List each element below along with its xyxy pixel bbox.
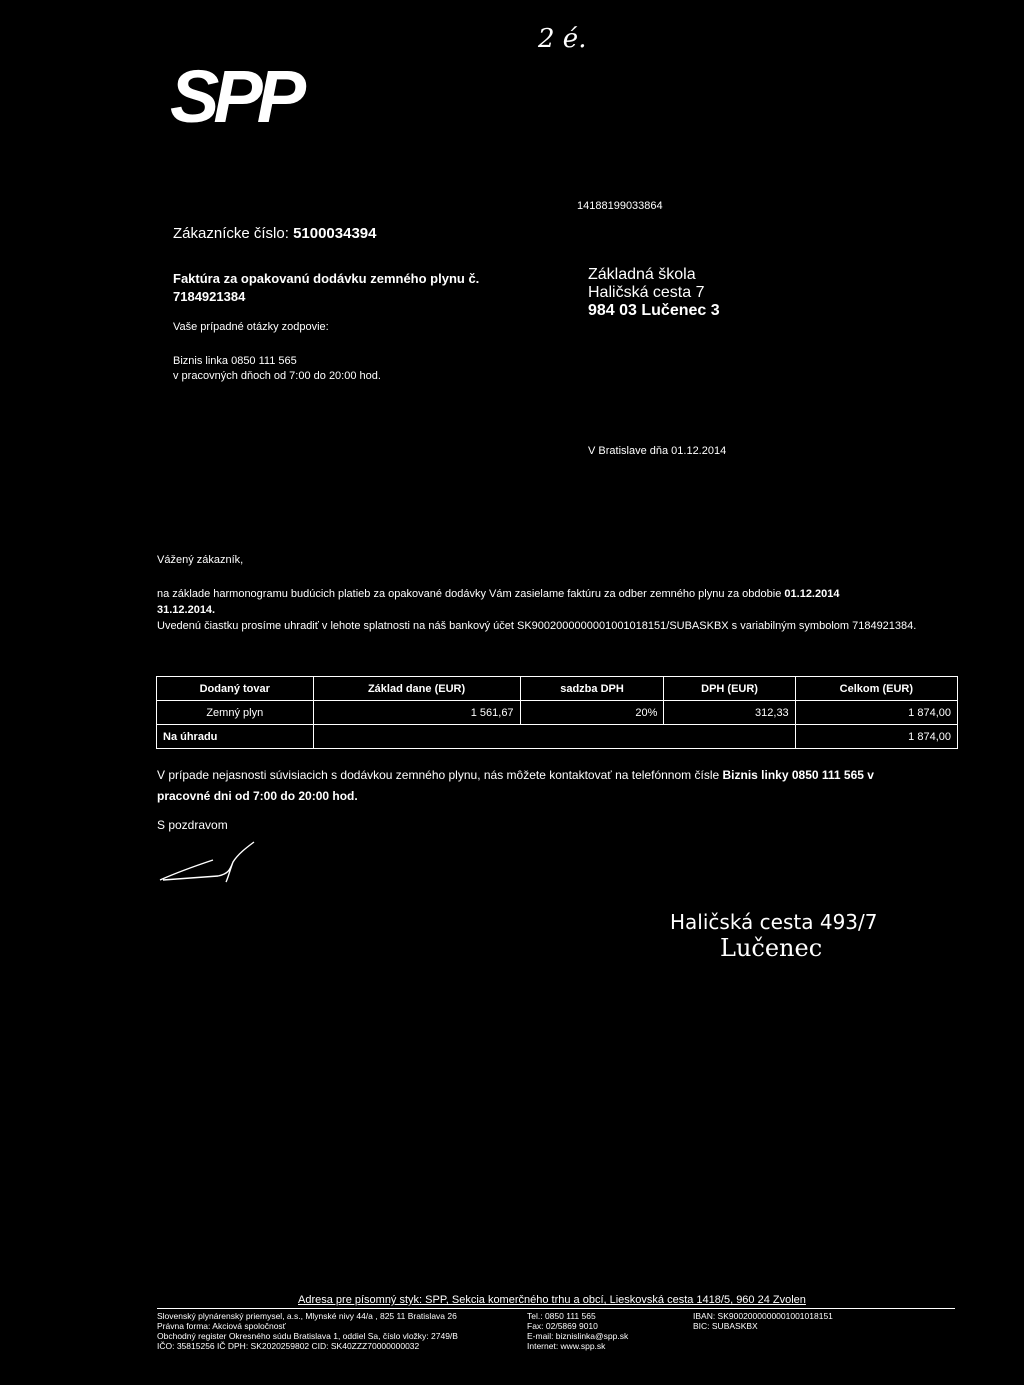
footer-divider bbox=[157, 1308, 955, 1309]
period-start: 01.12.2014 bbox=[784, 588, 840, 600]
footer-line: BIC: SUBASKBX bbox=[693, 1321, 758, 1331]
customer-number-label: Zákaznícke číslo: bbox=[173, 225, 289, 242]
table-header: DPH (EUR) bbox=[664, 677, 795, 701]
invoice-title bbox=[173, 270, 533, 306]
biznis-line-hours: v pracovných dňoch od 7:00 do 20:00 hod. bbox=[173, 370, 381, 382]
footer-line: Tel.: 0850 111 565 bbox=[527, 1311, 596, 1321]
footer-line: Internet: www.spp.sk bbox=[527, 1341, 606, 1351]
footer-heading: Adresa pre písomný styk: SPP, Sekcia komerčného trhu a obcí, Lieskovská cesta 1418/5, 960 24 Zvolen bbox=[298, 1294, 806, 1306]
letter-paragraph-1 bbox=[157, 586, 962, 618]
footer-bank-info bbox=[693, 1311, 833, 1331]
invoice-items-table bbox=[156, 676, 958, 749]
letter-greeting: Vážený zákazník, bbox=[157, 554, 244, 566]
table-cell: Zemný plyn bbox=[157, 701, 314, 725]
recipient-street: Haličská cesta 7 bbox=[588, 284, 705, 301]
table-total-row bbox=[157, 725, 958, 749]
recipient-address bbox=[588, 266, 720, 320]
footer-contact-info bbox=[527, 1311, 628, 1351]
customer-number-value: 5100034394 bbox=[293, 225, 377, 242]
recipient-city: 984 03 Lučenec 3 bbox=[588, 302, 720, 319]
stamp-city: Lučenec bbox=[720, 934, 823, 962]
table-cell: 1 561,67 bbox=[313, 701, 520, 725]
recipient-name: Základná škola bbox=[588, 266, 696, 283]
footer-company-info bbox=[157, 1311, 458, 1351]
invoice-number: 7184921384 bbox=[173, 289, 246, 304]
footer-line: Fax: 02/5869 9010 bbox=[527, 1321, 598, 1331]
table-cell: 20% bbox=[520, 701, 664, 725]
closing-text: S pozdravom bbox=[157, 818, 228, 832]
total-value: 1 874,00 bbox=[795, 725, 957, 749]
table-cell: 312,33 bbox=[664, 701, 795, 725]
contact-note bbox=[157, 765, 917, 807]
contact-note-text: V prípade nejasnosti súvisiacich s dodávkou zemného plynu, nás môžete kontaktovať na telefónnom čísle bbox=[157, 768, 723, 782]
signature bbox=[158, 840, 268, 885]
letter-paragraph-2: Uvedenú čiastku prosíme uhradiť v lehote splatnosti na náš bankový účet SK9002000000001001018151/SUBASKBX s variabilným symbolom 7184921384. bbox=[157, 620, 917, 632]
biznis-line-info bbox=[173, 354, 381, 384]
spp-logo: SPP bbox=[170, 55, 301, 138]
period-end: 31.12.2014. bbox=[157, 604, 216, 616]
biznis-line-phone: Biznis linka 0850 111 565 bbox=[173, 355, 297, 367]
table-header: Základ dane (EUR) bbox=[313, 677, 520, 701]
table-header: sadzba DPH bbox=[520, 677, 664, 701]
letter-body bbox=[157, 586, 962, 634]
footer-line: E-mail: biznislinka@spp.sk bbox=[527, 1331, 629, 1341]
customer-number bbox=[173, 225, 377, 242]
footer-line: Slovenský plynárenský priemysel, a.s., Mlynské nivy 44/a , 825 11 Bratislava 26 bbox=[157, 1311, 457, 1321]
questions-label: Vaše prípadné otázky zodpovie: bbox=[173, 321, 329, 333]
footer-line: Obchodný register Okresného súdu Bratislava 1, oddiel Sa, číslo vložky: 2749/B bbox=[157, 1331, 458, 1341]
handwritten-mark: 2 é. bbox=[538, 24, 587, 54]
table-header-row bbox=[157, 677, 958, 701]
invoice-title-line1: Faktúra za opakovanú dodávku zemného plynu č. bbox=[173, 271, 480, 286]
table-header: Dodaný tovar bbox=[157, 677, 314, 701]
letter-p1-text: na základe harmonogramu budúcich platieb za opakované dodávky Vám zasielame faktúru za odber zemného plynu za obdobie bbox=[157, 588, 785, 600]
footer-line: IBAN: SK9002000000001001018151 bbox=[693, 1311, 833, 1321]
total-label: Na úhradu bbox=[157, 725, 314, 749]
table-row bbox=[157, 701, 958, 725]
stamp-street: Haličská cesta 493/7 bbox=[670, 910, 878, 934]
table-cell: 1 874,00 bbox=[795, 701, 957, 725]
footer-line: Právna forma: Akciová spoločnosť bbox=[157, 1321, 286, 1331]
table-blank-cell bbox=[313, 725, 795, 749]
letter-date: V Bratislave dňa 01.12.2014 bbox=[588, 445, 727, 457]
barcode-number: 14188199033864 bbox=[577, 200, 663, 212]
contact-note-bold: Biznis linky 0850 111 565 v pracovné dni od 7:00 do 20:00 hod. bbox=[157, 768, 874, 803]
footer-line: IČO: 35815256 IČ DPH: SK2020259802 CID: SK40ZZZ70000000032 bbox=[157, 1341, 420, 1351]
table-header: Celkom (EUR) bbox=[795, 677, 957, 701]
